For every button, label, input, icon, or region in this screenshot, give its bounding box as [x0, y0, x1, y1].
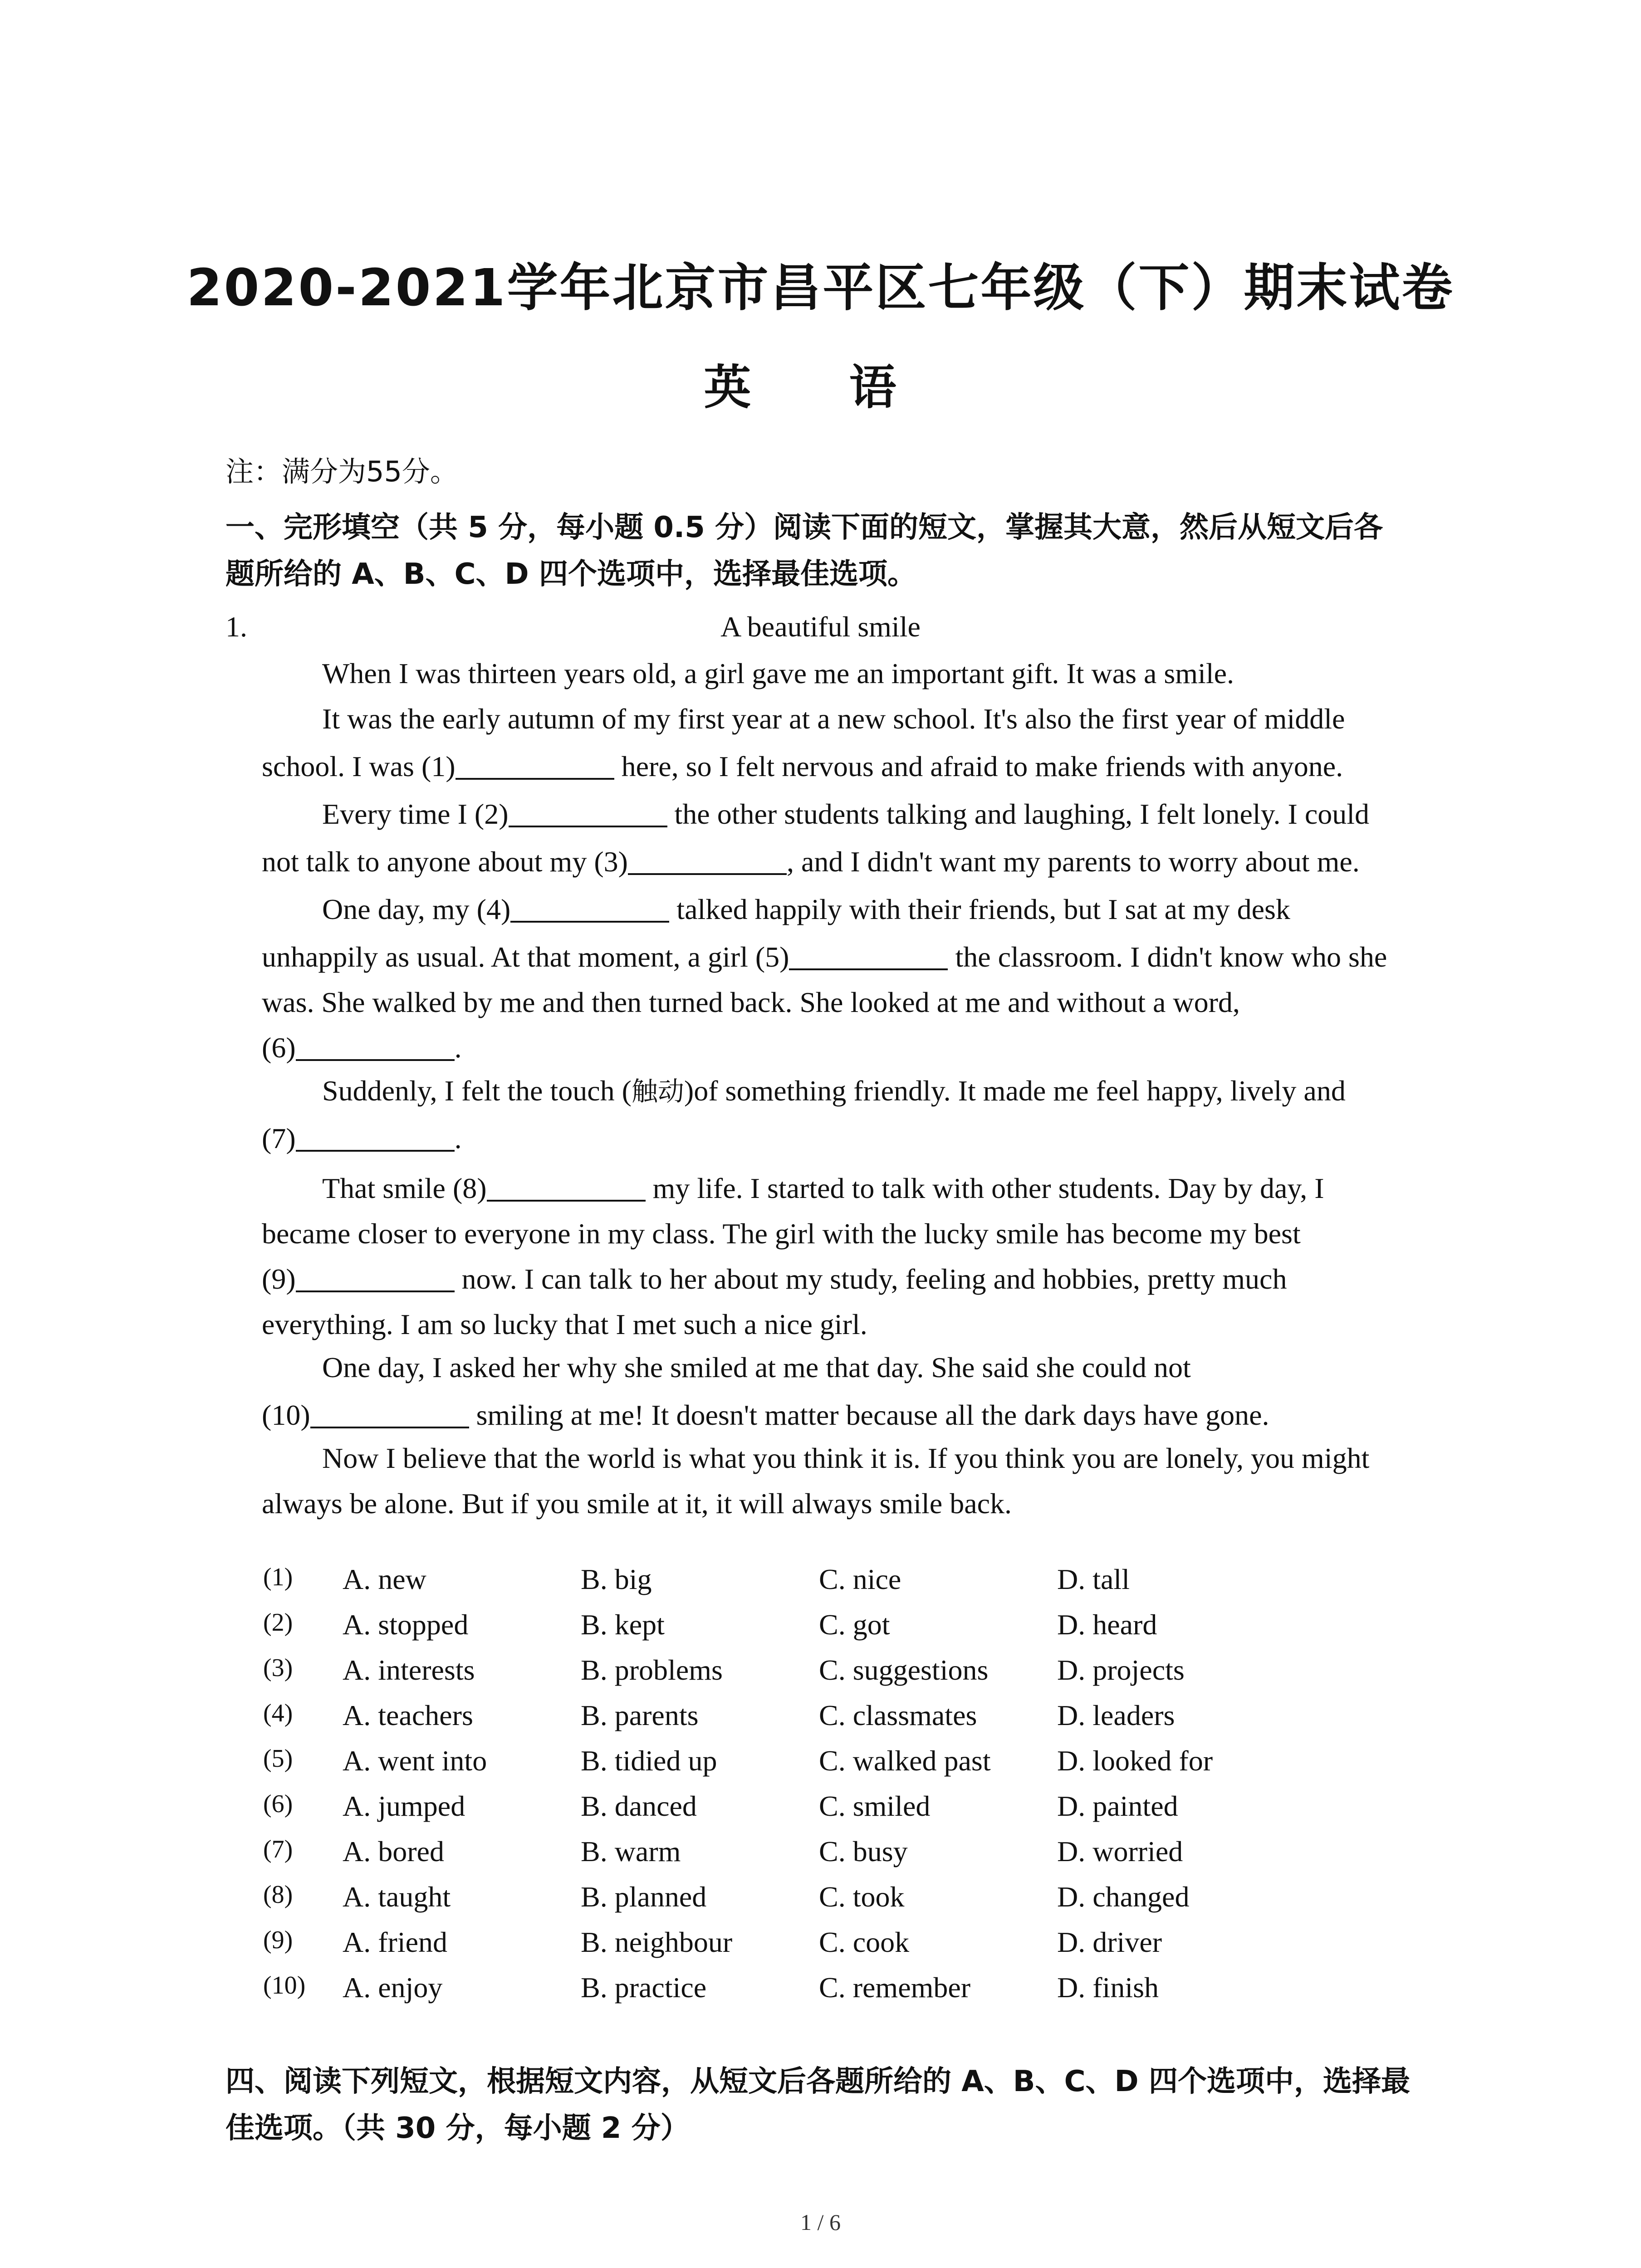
option-d: D. finish [1057, 1971, 1159, 2004]
passage-text: became closer to everyone in my class. The girl with the lucky smile has become my best [262, 1217, 1301, 1250]
question-number: 1. [225, 611, 247, 643]
passage-text: talked happily with their friends, but I sat at my desk [669, 893, 1290, 925]
option-b: B. parents [581, 1699, 699, 1731]
option-a: A. interests [343, 1654, 475, 1686]
option-number: (4) [263, 1699, 293, 1727]
answer-blank [509, 798, 667, 827]
passage-text: (9) [262, 1263, 296, 1295]
option-c: C. nice [819, 1563, 901, 1595]
passage-text: now. I can talk to her about my study, feeling and hobbies, pretty much [454, 1263, 1287, 1295]
option-d: D. painted [1057, 1790, 1178, 1822]
passage-line [262, 1306, 867, 1343]
answer-blank [789, 941, 948, 970]
option-c: C. got [819, 1608, 890, 1641]
passage-text: my life. I started to talk with other students. Day by day, I [645, 1172, 1324, 1204]
option-d: D. looked for [1057, 1745, 1213, 1777]
passage-line [262, 1486, 1012, 1522]
passage-text: smiling at me! It doesn't matter because all the dark days have gone. [469, 1399, 1269, 1431]
passage-title: A beautiful smile [720, 611, 921, 643]
option-b: B. big [581, 1563, 652, 1595]
option-a: A. jumped [343, 1790, 465, 1822]
passage-text: here, so I felt nervous and afraid to make friends with anyone. [614, 750, 1343, 782]
passage-line [262, 1216, 1301, 1252]
option-d: D. driver [1057, 1926, 1162, 1958]
passage-text: One day, my (4) [322, 893, 511, 925]
option-d: D. tall [1057, 1563, 1130, 1595]
option-b: B. planned [581, 1881, 707, 1913]
option-a: A. taught [343, 1881, 451, 1913]
document-title: 2020-2021学年北京市昌平区七年级（下）期末试卷 [186, 259, 1455, 318]
passage-line [322, 1170, 1324, 1207]
option-d: D. heard [1057, 1608, 1157, 1641]
option-b: B. practice [581, 1971, 707, 2004]
passage-text: school. I was (1) [262, 750, 456, 782]
passage-line [322, 796, 1369, 832]
answer-blank [456, 751, 614, 780]
section4-heading [225, 2058, 1450, 2152]
option-b: B. neighbour [581, 1926, 733, 1958]
passage-text: It was the early autumn of my first year at a new school. It's also the first year of middle [322, 703, 1345, 735]
passage-text: When I was thirteen years old, a girl gave me an important gift. It was a smile. [322, 657, 1234, 689]
passage-line [322, 1440, 1369, 1476]
option-c: C. busy [819, 1835, 908, 1867]
option-number: (1) [263, 1563, 293, 1591]
passage-line [262, 1261, 1287, 1297]
passage-line [262, 939, 1387, 975]
option-b: B. problems [581, 1654, 723, 1686]
answer-blank [510, 894, 669, 923]
passage-line [322, 701, 1345, 737]
option-d: D. worried [1057, 1835, 1183, 1867]
option-a: A. stopped [343, 1608, 469, 1641]
passage-line [322, 891, 1290, 928]
passage-line [262, 844, 1360, 880]
passage-text: , and I didn't want my parents to worry about me. [786, 846, 1360, 878]
passage-line [262, 1397, 1269, 1433]
option-c: C. walked past [819, 1745, 991, 1777]
passage-line [262, 748, 1343, 785]
passage-text: (7) [262, 1122, 296, 1154]
option-d: D. leaders [1057, 1699, 1175, 1731]
score-note: 注：满分为55分。 [225, 455, 458, 488]
answer-blank [296, 1032, 455, 1061]
passage-text: unhappily as usual. At that moment, a girl (5) [262, 941, 789, 973]
option-number: (3) [263, 1654, 293, 1682]
option-d: D. projects [1057, 1654, 1185, 1686]
passage-text: . [454, 1031, 462, 1064]
page-number: 1 / 6 [800, 2209, 841, 2235]
option-number: (9) [263, 1926, 293, 1954]
passage-text: everything. I am so lucky that I met such a nice girl. [262, 1308, 867, 1340]
option-number: (6) [263, 1790, 293, 1818]
option-b: B. kept [581, 1608, 665, 1641]
section1-heading-line: 一、完形填空（共 5 分，每小题 0.5 分）阅读下面的短文，掌握其大意，然后从短文后各 [225, 511, 1383, 544]
section4-heading-line: 佳选项。（共 30 分，每小题 2 分） [225, 2112, 690, 2145]
answer-blank [487, 1173, 646, 1202]
passage-text: (10) [262, 1399, 310, 1431]
passage-line [322, 655, 1234, 692]
option-c: C. smiled [819, 1790, 931, 1822]
answer-blank [296, 1263, 455, 1292]
passage-line [262, 1120, 462, 1157]
passage-text: not talk to anyone about my (3) [262, 846, 628, 878]
option-number: (10) [263, 1971, 306, 1999]
option-number: (7) [263, 1835, 293, 1863]
passage-text: One day, I asked her why she smiled at me that day. She said she could not [322, 1351, 1191, 1383]
option-a: A. went into [343, 1745, 487, 1777]
section4-heading-line: 四、阅读下列短文，根据短文内容，从短文后各题所给的 A、B、C、D 四个选项中，选择最 [225, 2065, 1410, 2098]
option-a: A. new [343, 1563, 426, 1595]
passage-line [322, 1349, 1191, 1386]
section1-heading [225, 504, 1450, 598]
section1-heading-line: 题所给的 A、B、C、D 四个选项中，选择最佳选项。 [225, 557, 916, 591]
passage-text: (6) [262, 1031, 296, 1064]
passage-text: Suddenly, I felt the touch ( [322, 1075, 632, 1107]
option-c: C. took [819, 1881, 905, 1913]
passage-line [262, 1030, 462, 1066]
passage-text: Every time I (2) [322, 798, 509, 830]
answer-blank [296, 1123, 455, 1152]
option-number: (2) [263, 1608, 293, 1637]
option-c: C. classmates [819, 1699, 977, 1731]
answer-blank [310, 1399, 469, 1428]
passage-text: )of something friendly. It made me feel happy, lively and [684, 1075, 1346, 1107]
passage-text: was. She walked by me and then turned back. She looked at me and without a word, [262, 986, 1240, 1018]
option-d: D. changed [1057, 1881, 1190, 1913]
option-c: C. remember [819, 1971, 971, 2004]
option-number: (5) [263, 1745, 293, 1773]
option-c: C. cook [819, 1926, 910, 1958]
option-a: A. teachers [343, 1699, 473, 1731]
option-a: A. bored [343, 1835, 444, 1867]
passage-line [322, 1073, 1346, 1110]
passage-text: always be alone. But if you smile at it, it will always smile back. [262, 1487, 1012, 1520]
passage-text: the other students talking and laughing, I felt lonely. I could [667, 798, 1369, 830]
passage-text: Now I believe that the world is what you think it is. If you think you are lonely, you might [322, 1442, 1370, 1474]
option-b: B. warm [581, 1835, 681, 1867]
passage-text: the classroom. I didn't know who she [948, 941, 1387, 973]
option-a: A. enjoy [343, 1971, 443, 2004]
option-b: B. tidied up [581, 1745, 717, 1777]
subject-title: 英 语 [704, 360, 937, 415]
passage-text: That smile (8) [322, 1172, 487, 1204]
passage-gloss: 触动 [631, 1076, 684, 1107]
option-b: B. danced [581, 1790, 697, 1822]
answer-blank [628, 846, 787, 875]
passage-line [262, 984, 1240, 1021]
option-number: (8) [263, 1881, 293, 1909]
option-a: A. friend [343, 1926, 448, 1958]
option-c: C. suggestions [819, 1654, 989, 1686]
passage-text: . [454, 1122, 462, 1154]
